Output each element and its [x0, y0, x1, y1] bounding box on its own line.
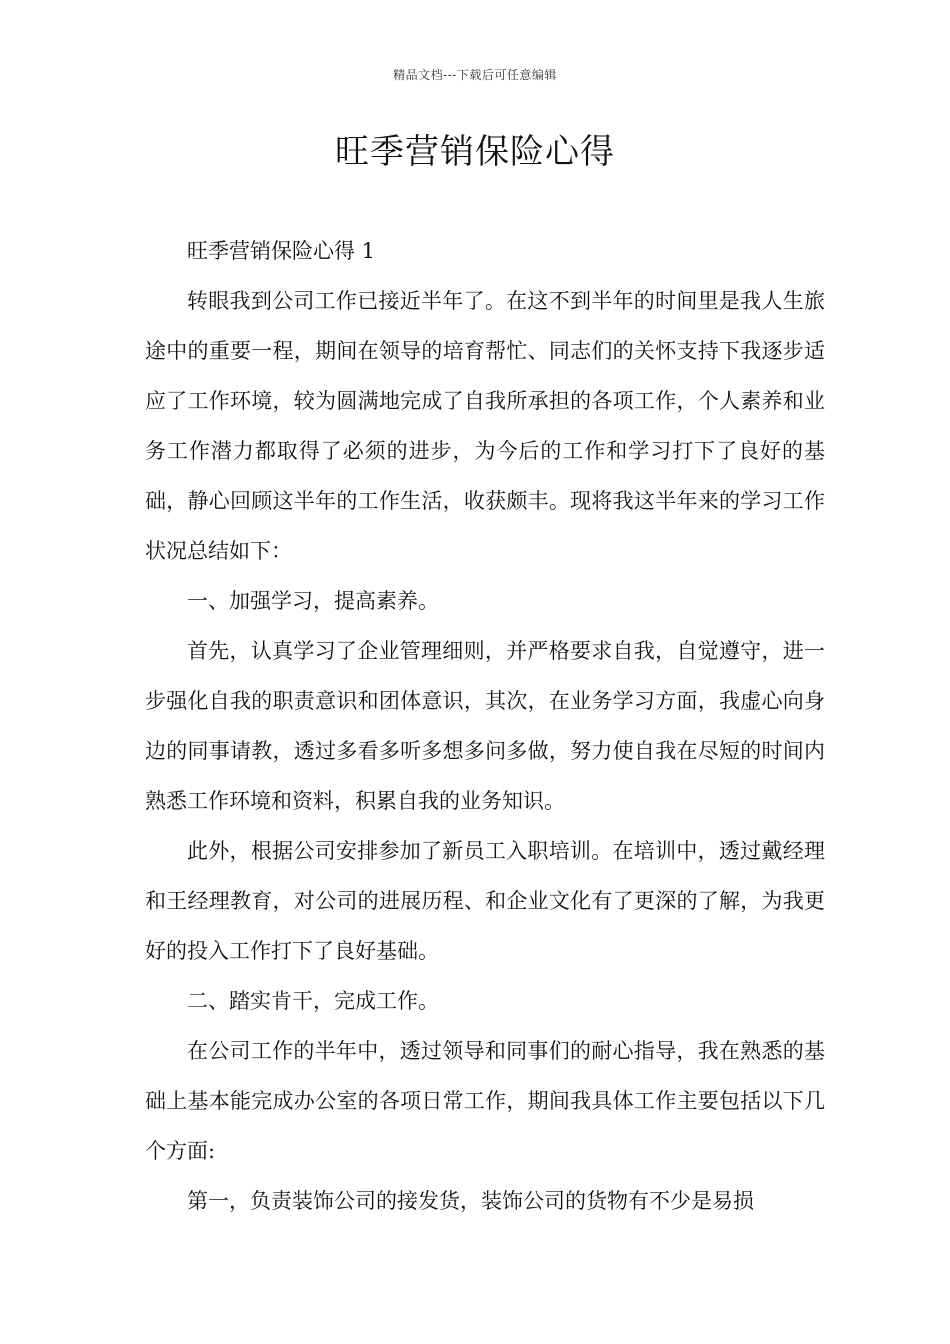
paragraph-study: 首先，认真学习了企业管理细则，并严格要求自我，自觉遵守，进一步强化自我的职责意识和团体意识，其次，在业务学习方面，我虚心向身边的同事请教，透过多看多听多想多问多做，努力使自我在尽短的时间内熟悉工作环境和资料，积累自我的业务知识。 — [145, 639, 825, 813]
section-subtitle: 旺季营销保险心得 1 — [187, 239, 376, 263]
paragraph-work: 在公司工作的半年中，透过领导和同事们的耐心指导，我在熟悉的基础上基本能完成办公室的各项日常工作，期间我具体工作主要包括以下几个方面: — [145, 1039, 825, 1163]
page-header-note: 精品文档---下载后可任意编辑 — [393, 68, 557, 82]
paragraph-training: 此外，根据公司安排参加了新员工入职培训。在培训中，透过戴经理和王经理教育，对公司的进展历程、和企业文化有了更深的了解，为我更好的投入工作打下了良好基础。 — [145, 839, 825, 963]
paragraph-intro: 转眼我到公司工作已接近半年了。在这不到半年的时间里是我人生旅途中的重要一程，期间在领导的培育帮忙、同志们的关怀支持下我逐步适应了工作环境，较为圆满地完成了自我所承担的各项工作，个人素养和业务工作潜力都取得了必须的进步，为今后的工作和学习打下了良好的基础，静心回顾这半年的工作生活，收获颇丰。现将我这半年来的学习工作状况总结如下： — [145, 289, 825, 563]
document-title: 旺季营销保险心得 — [335, 132, 615, 172]
section-heading-1: 一、加强学习，提高素养。 — [187, 589, 439, 613]
paragraph-first-duty: 第一，负责装饰公司的接发货，装饰公司的货物有不少是易损 — [187, 1189, 754, 1213]
document-body — [145, 226, 825, 1226]
section-heading-2: 二、踏实肯干，完成工作。 — [187, 989, 439, 1013]
